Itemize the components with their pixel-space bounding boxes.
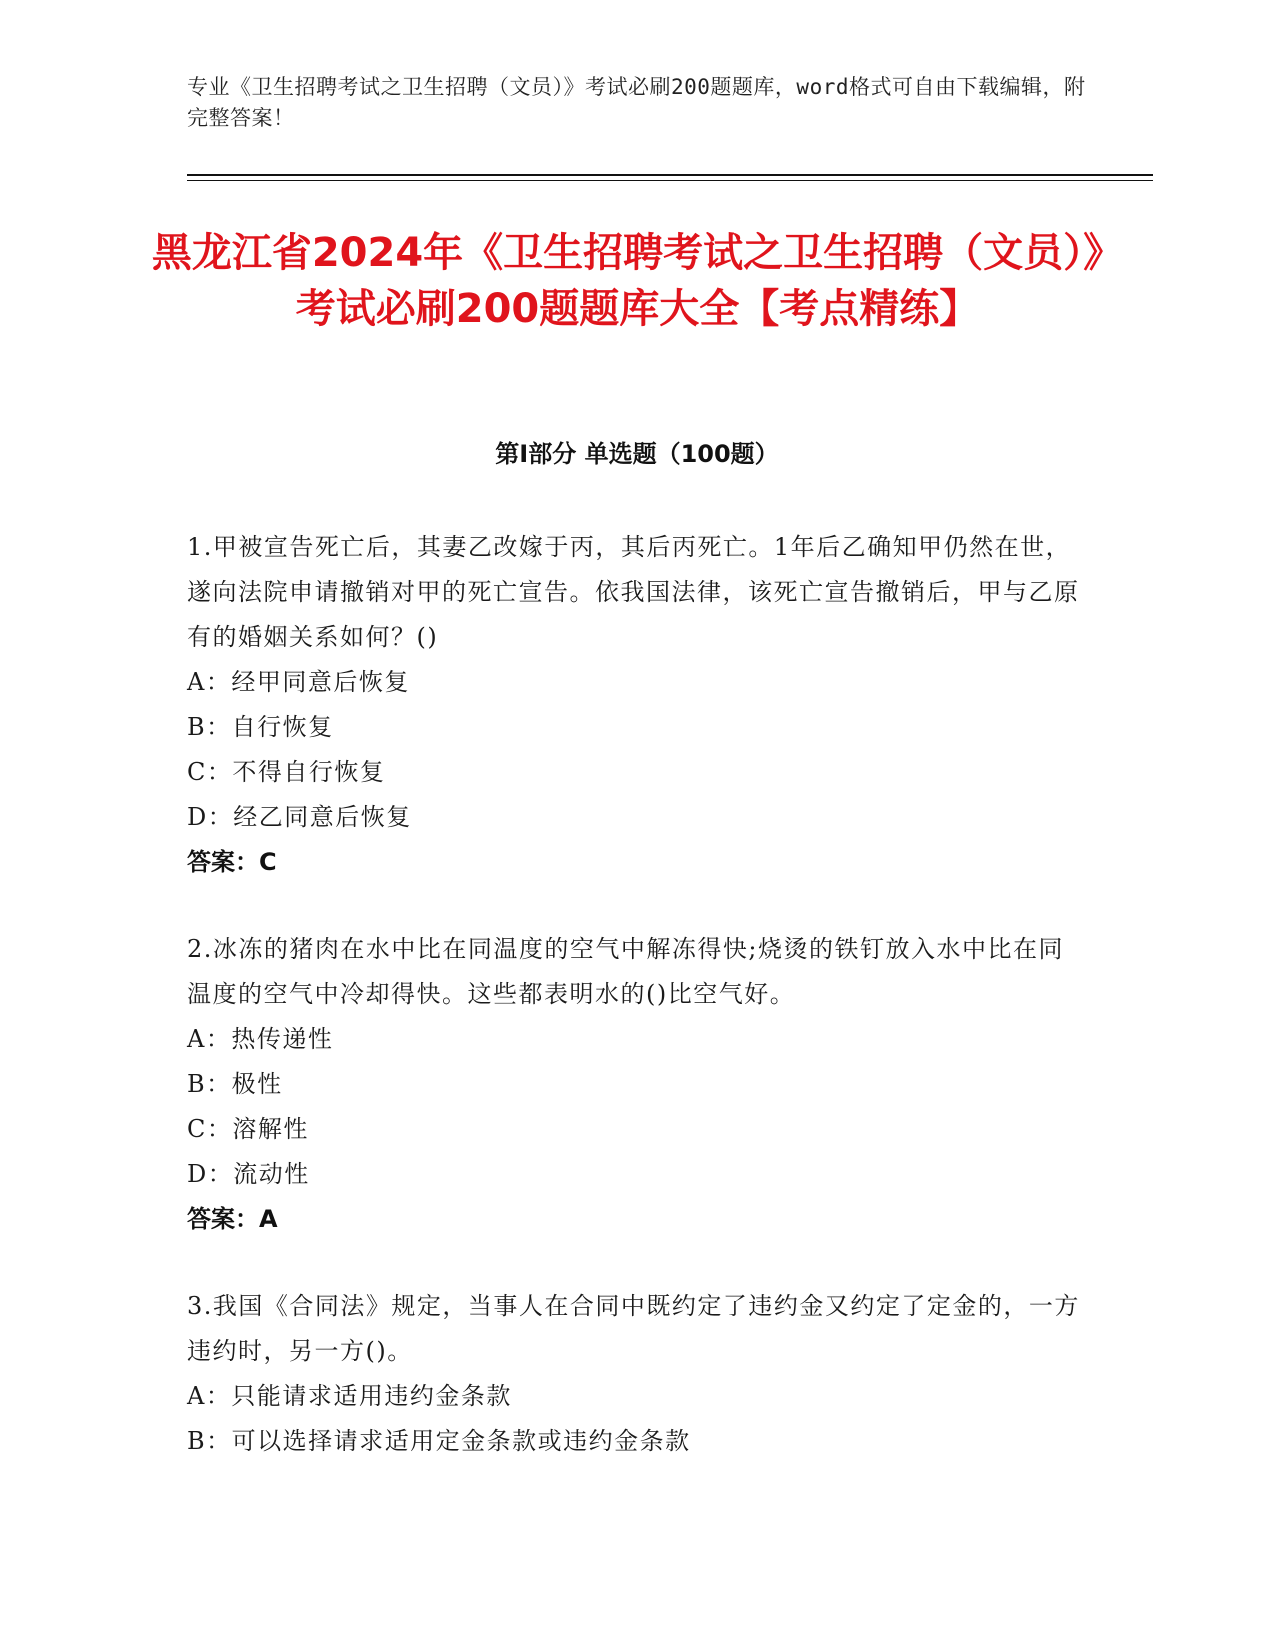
question-text: 3.我国《合同法》规定，当事人在合同中既约定了违约金又约定了定金的，一方违约时，另一方()。 bbox=[187, 1292, 1080, 1365]
option-b: B：可以选择请求适用定金条款或违约金条款 bbox=[187, 1427, 691, 1455]
option-d: D：经乙同意后恢复 bbox=[187, 803, 412, 831]
option-a: A：只能请求适用违约金条款 bbox=[187, 1382, 512, 1410]
question-item bbox=[187, 525, 1087, 885]
header-divider-thick bbox=[187, 174, 1153, 176]
answer-line: 答案：C bbox=[187, 848, 277, 876]
option-c: C：不得自行恢复 bbox=[187, 758, 386, 786]
question-item bbox=[187, 1284, 1087, 1464]
option-c: C：溶解性 bbox=[187, 1115, 309, 1143]
question-item bbox=[187, 927, 1087, 1242]
header-note: 专业《卫生招聘考试之卫生招聘（文员）》考试必刷200题题库，word格式可自由下载编辑，附完整答案！ bbox=[187, 75, 1086, 130]
question-text: 1.甲被宣告死亡后，其妻乙改嫁于丙，其后丙死亡。1年后乙确知甲仍然在世，遂向法院申请撤销对甲的死亡宣告。依我国法律，该死亡宣告撤销后，甲与乙原有的婚姻关系如何？() bbox=[187, 533, 1080, 651]
answer-line: 答案：A bbox=[187, 1205, 278, 1233]
option-b: B：自行恢复 bbox=[187, 713, 334, 741]
document-title: 黑龙江省2024年《卫生招聘考试之卫生招聘（文员）》考试必刷200题题库大全【考点精练】 bbox=[151, 230, 1124, 332]
option-a: A：经甲同意后恢复 bbox=[187, 668, 410, 696]
section-heading: 第Ⅰ部分 单选题（100题） bbox=[495, 440, 779, 468]
option-b: B：极性 bbox=[187, 1070, 283, 1098]
option-d: D：流动性 bbox=[187, 1160, 310, 1188]
question-text: 2.冰冻的猪肉在水中比在同温度的空气中解冻得快;烧烫的铁钉放入水中比在同温度的空气中冷却得快。这些都表明水的()比空气好。 bbox=[187, 935, 1064, 1008]
question-list bbox=[187, 525, 1087, 1506]
option-a: A：热传递性 bbox=[187, 1025, 334, 1053]
header-divider-thin bbox=[187, 180, 1153, 181]
